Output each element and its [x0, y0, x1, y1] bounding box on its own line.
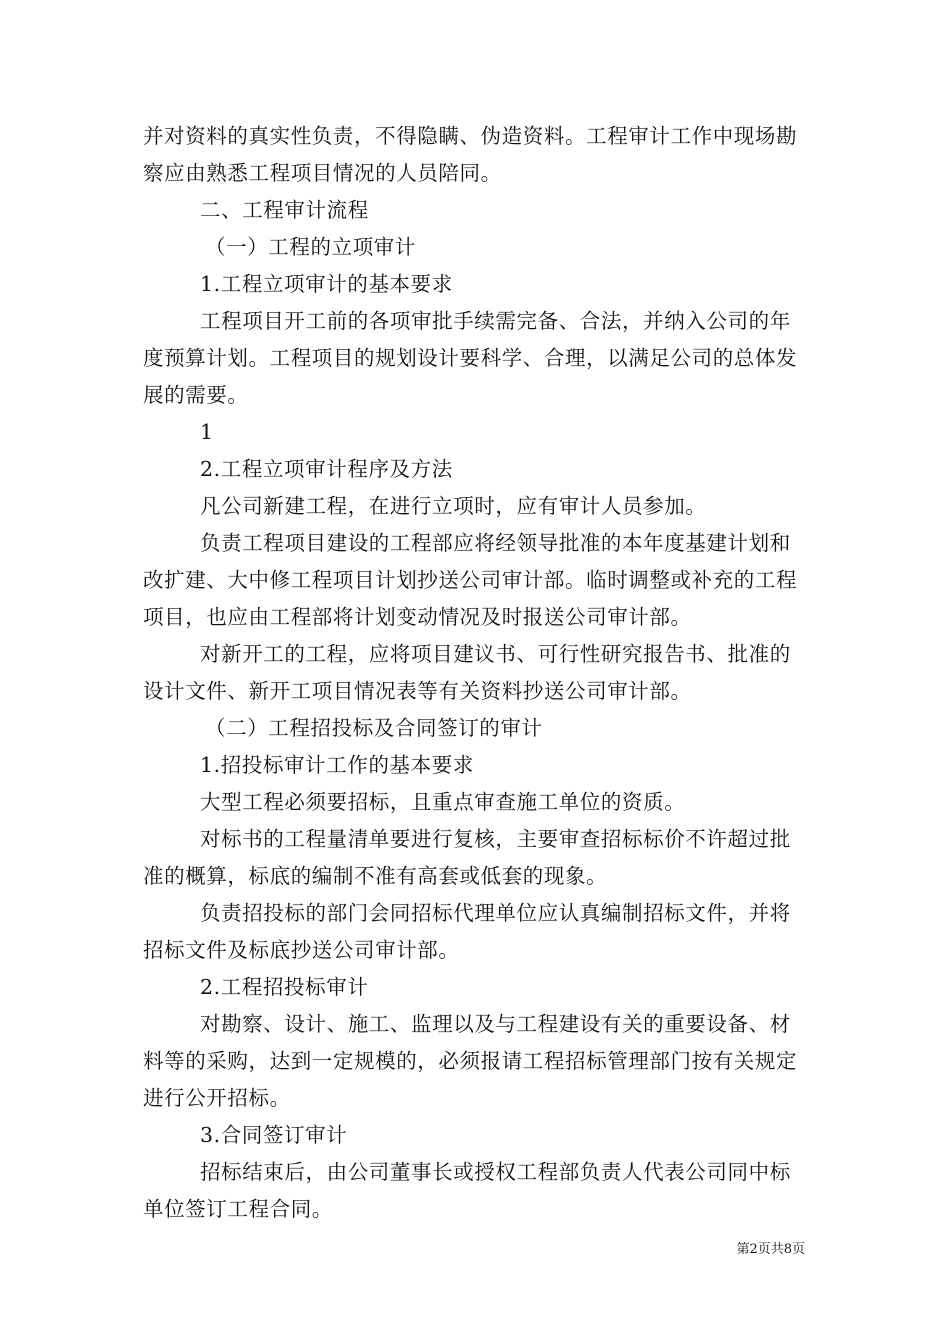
paragraph-9: 负责工程项目建设的工程部应将经领导批准的本年度基建计划和改扩建、大中修工程项目计划抄送公司审计部。临时调整或补充的工程项目，也应由工程部将计划变动情况及时报送公司审计部。: [143, 531, 798, 629]
paragraph-1: 并对资料的真实性负责，不得隐瞒、伪造资料。工程审计工作中现场勘察应由熟悉工程项目情况的人员陪同。: [143, 124, 798, 185]
paragraph-15: 负责招投标的部门会同招标代理单位应认真编制招标文件，并将招标文件及标底抄送公司审计部。: [143, 901, 791, 962]
paragraph-19: 招标结束后，由公司董事长或授权工程部负责人代表公司同中标单位签订工程合同。: [143, 1160, 791, 1221]
paragraph-14: 对标书的工程量清单要进行复核，主要审查招标标价不许超过批准的概算，标底的编制不准有高套或低套的现象。: [143, 827, 791, 888]
paragraph-10: 对新开工的工程，应将项目建议书、可行性研究报告书、批准的设计文件、新开工项目情况表等有关资料抄送公司审计部。: [143, 642, 791, 703]
stray-number: 1: [200, 420, 214, 444]
subsection-heading-1: （一）工程的立项审计: [205, 235, 416, 259]
paragraph-13: 大型工程必须要招标，且重点审查施工单位的资质。: [200, 790, 686, 814]
item-heading-2-3: 3.合同签订审计: [200, 1123, 348, 1147]
paragraph-8: 凡公司新建工程，在进行立项时，应有审计人员参加。: [200, 494, 707, 518]
document-body: [143, 118, 808, 1228]
paragraph-17: 对勘察、设计、施工、监理以及与工程建设有关的重要设备、材料等的采购，达到一定规模的，必须报请工程招标管理部门按有关规定进行公开招标。: [143, 1012, 798, 1110]
subsection-heading-2: （二）工程招投标及合同签订的审计: [205, 716, 543, 740]
page-number: 第2页共8页: [736, 1242, 805, 1257]
item-heading-2-1: 1.招投标审计工作的基本要求: [200, 753, 474, 777]
paragraph-5: 工程项目开工前的各项审批手续需完备、合法，并纳入公司的年度预算计划。工程项目的规划设计要科学、合理，以满足公司的总体发展的需要。: [143, 309, 798, 407]
item-heading-1-1: 1.工程立项审计的基本要求: [200, 272, 453, 296]
item-heading-1-2: 2.工程立项审计程序及方法: [200, 457, 453, 481]
section-heading: 二、工程审计流程: [200, 198, 369, 222]
item-heading-2-2: 2.工程招投标审计: [200, 975, 369, 999]
